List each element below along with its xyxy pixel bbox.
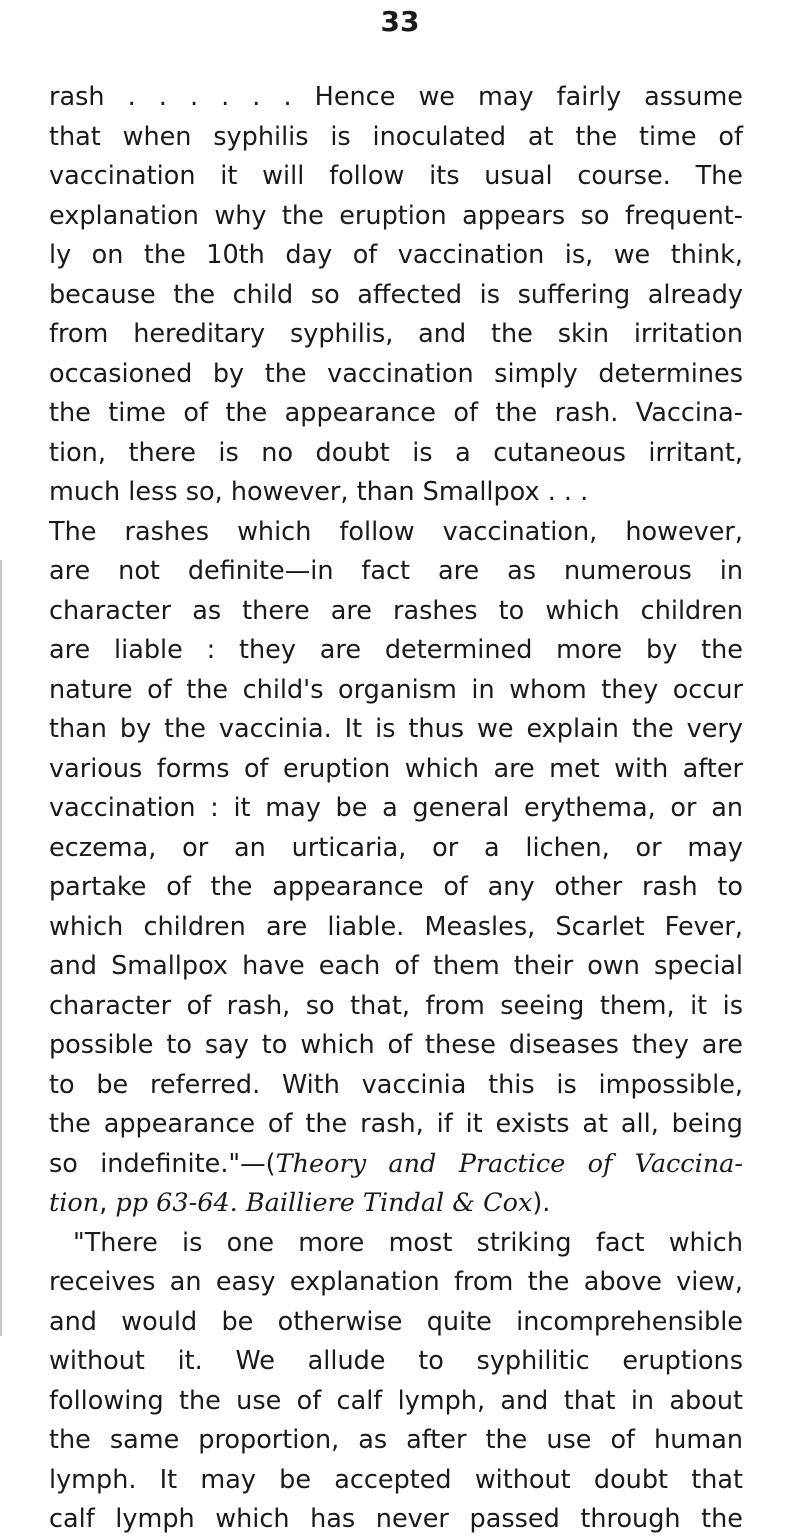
citation-title: Theory and Practice of Vaccina- <box>275 1148 743 1179</box>
text-line: that when syphilis is inoculated at the time of <box>49 121 743 152</box>
citation-close: ). <box>532 1188 551 1218</box>
text-line: occasioned by the vaccination simply determines <box>49 358 743 389</box>
text-line: which children are liable. Measles, Scarlet Fever, <box>49 911 743 942</box>
citation-publisher: Bailliere Tindal & Cox <box>245 1188 533 1218</box>
text-line: than by the vaccinia. It is thus we explain the very <box>49 714 743 744</box>
text-line: tion, there is no doubt is a cutaneous irritant, <box>49 437 743 468</box>
text-line: because the child so affected is suffering already <box>49 279 743 310</box>
page-number: 33 <box>380 5 420 38</box>
citation-title-end: tion <box>49 1188 100 1218</box>
text-line: the time of the appearance of the rash. Vaccina- <box>49 398 743 428</box>
text-line: possible to say to which of these diseases they are <box>49 1030 743 1060</box>
text-line: rash . . . . . . Hence we may fairly assume <box>49 82 743 112</box>
text-line: the appearance of the rash, if it exists at all, being <box>49 1109 743 1139</box>
text-line: are not definite—in fact are as numerous in <box>49 556 743 586</box>
text-line: vaccination it will follow its usual course. The <box>49 161 743 191</box>
citation-line <box>49 1145 743 1185</box>
text-line: much less so, however, than Smallpox . . . <box>49 477 589 507</box>
text-line: receives an easy explanation from the above view, <box>49 1267 743 1297</box>
text-line: ly on the 10th day of vaccination is, we think, <box>49 240 743 270</box>
citation-pages: pp 63-64. <box>115 1188 238 1218</box>
text-line: to be referred. With vaccinia this is impossible, <box>49 1069 743 1100</box>
text-line: calf lymph which has never passed through the <box>49 1504 743 1534</box>
text-line: the same proportion, as after the use of human <box>49 1425 743 1455</box>
text-line: explanation why the eruption appears so frequent- <box>49 200 743 231</box>
text-line: lymph. It may be accepted without doubt that <box>49 1464 743 1495</box>
text-line: character as there are rashes to which children <box>49 595 743 626</box>
citation-separator: , <box>99 1188 116 1218</box>
text-line: are liable : they are determined more by the <box>49 635 743 665</box>
citation-lead: so indefinite."—( <box>49 1148 276 1179</box>
text-line: various forms of eruption which are met with after <box>49 753 743 784</box>
text-line: "There is one more most striking fact which <box>73 1227 743 1258</box>
text-line: The rashes which follow vaccination, however, <box>49 516 743 547</box>
text-line: from hereditary syphilis, and the skin irritation <box>49 319 743 349</box>
citation-separator <box>238 1188 246 1218</box>
text-line: partake of the appearance of any other rash to <box>49 872 743 902</box>
body-text <box>49 78 743 1540</box>
text-line: character of rash, so that, from seeing them, it is <box>49 990 743 1021</box>
text-line: vaccination : it may be a general erythema, or an <box>49 793 743 823</box>
text-line: eczema, or an urticaria, or a lichen, or may <box>49 832 743 863</box>
text-line: without it. We allude to syphilitic eruptions <box>49 1346 743 1376</box>
text-line: following the use of calf lymph, and that in about <box>49 1385 743 1416</box>
page-edge-line <box>0 560 2 1336</box>
text-line: and would be otherwise quite incomprehensible <box>49 1306 743 1337</box>
text-line: nature of the child's organism in whom they occur <box>49 674 743 705</box>
citation-line <box>49 1184 743 1224</box>
text-line: and Smallpox have each of them their own special <box>49 951 743 981</box>
